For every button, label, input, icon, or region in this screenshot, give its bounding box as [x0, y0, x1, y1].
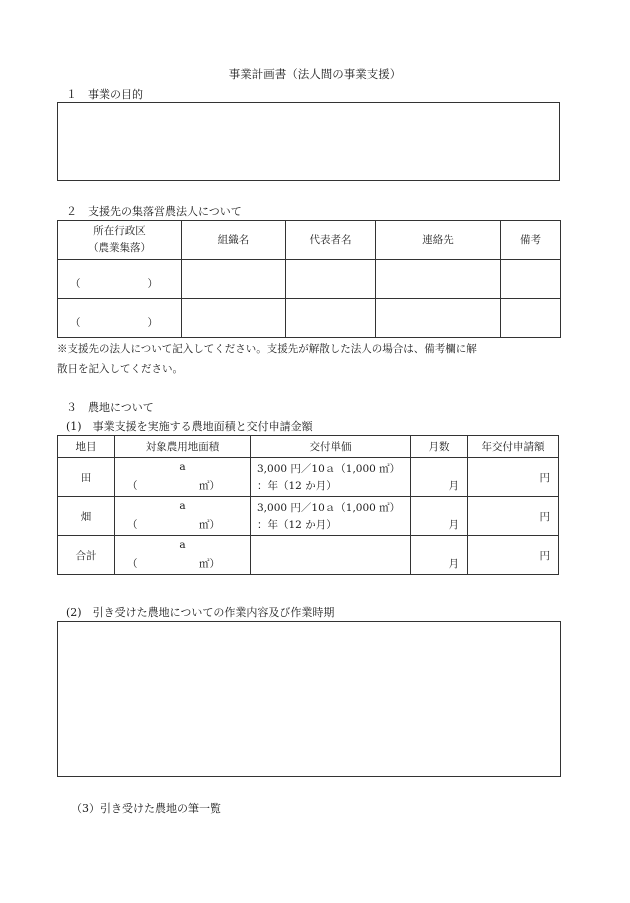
note-line2: 散日を記入してください。: [57, 363, 183, 375]
area-parens: [70, 276, 158, 291]
table-header-row: [58, 221, 561, 260]
header-org: 組織名: [182, 221, 286, 260]
months-cell[interactable]: [411, 536, 468, 575]
table-row: [58, 299, 561, 338]
table-header-row: [58, 436, 559, 458]
area-cell[interactable]: [115, 458, 251, 497]
area-cell[interactable]: [58, 299, 182, 338]
area-cell[interactable]: [115, 536, 251, 575]
area-cell[interactable]: [58, 260, 182, 299]
header-land: 地目: [58, 436, 115, 458]
table-row: [58, 260, 561, 299]
annual-cell[interactable]: [468, 497, 559, 536]
section3-sub3: （3）引き受けた農地の筆一覧: [71, 802, 221, 815]
header-rate: 交付単価: [251, 436, 411, 458]
org-cell[interactable]: [182, 260, 286, 299]
month-unit: 月: [448, 480, 459, 492]
rate-line1: 3,000 円／10ａ（1,000 ㎡）: [257, 463, 401, 475]
table-row: [58, 458, 559, 497]
paren-close: ）: [147, 278, 158, 290]
area-unit: a: [179, 500, 186, 512]
annual-cell[interactable]: [468, 458, 559, 497]
annual-cell[interactable]: [468, 536, 559, 575]
partner-corporation-table: [57, 220, 561, 338]
month-unit: 月: [448, 519, 459, 531]
header-contact: 連絡先: [376, 221, 501, 260]
section3-heading: ３ 農地について: [66, 401, 154, 414]
note-line1: ※支援先の法人について記入してください。支援先が解散した法人の場合は、備考欄に解: [57, 343, 477, 355]
header-area: 対象農用地面積: [115, 436, 251, 458]
remarks-cell[interactable]: [501, 260, 561, 299]
farmland-area-table: [57, 435, 559, 575]
m2-open: （: [127, 558, 138, 570]
section1-heading: １ 事業の目的: [66, 88, 143, 101]
month-unit: 月: [448, 558, 459, 570]
yen-unit: 円: [539, 550, 550, 562]
section2-heading: ２ 支援先の集落営農法人について: [66, 205, 242, 218]
remarks-cell[interactable]: [501, 299, 561, 338]
area-parens: [70, 315, 158, 330]
table-row: [58, 536, 559, 575]
rate-cell: [251, 536, 411, 575]
m2-parens: [127, 478, 220, 493]
work-content-textbox[interactable]: [57, 621, 561, 777]
rate-line2: ：年（12 か月）: [257, 519, 337, 531]
months-cell[interactable]: [411, 497, 468, 536]
area-unit: a: [179, 461, 186, 473]
land-type-cell: 田: [58, 458, 115, 497]
m2-open: （: [127, 519, 138, 531]
m2-close: ㎡）: [199, 519, 220, 531]
m2-close: ㎡）: [199, 480, 220, 492]
months-cell[interactable]: [411, 458, 468, 497]
m2-open: （: [127, 480, 138, 492]
land-type-cell: 合計: [58, 536, 115, 575]
paren-open: （: [70, 278, 81, 290]
yen-unit: 円: [539, 511, 550, 523]
header-area: [58, 221, 182, 260]
m2-close: ㎡）: [199, 558, 220, 570]
rate-line2: ：年（12 か月）: [257, 480, 337, 492]
header-area-line1: 所在行政区: [93, 225, 146, 237]
rep-cell[interactable]: [286, 299, 376, 338]
header-annual: 年交付申請額: [468, 436, 559, 458]
header-months: 月数: [411, 436, 468, 458]
contact-cell[interactable]: [376, 299, 501, 338]
header-rep: 代表者名: [286, 221, 376, 260]
m2-parens: [127, 556, 220, 571]
yen-unit: 円: [539, 472, 550, 484]
header-area-line2: （農業集落）: [88, 242, 151, 254]
area-cell[interactable]: [115, 497, 251, 536]
header-remarks: 備考: [501, 221, 561, 260]
document-title: 事業計画書（法人間の事業支援）: [228, 67, 402, 81]
rate-cell: [251, 458, 411, 497]
contact-cell[interactable]: [376, 260, 501, 299]
rep-cell[interactable]: [286, 260, 376, 299]
m2-parens: [127, 517, 220, 532]
land-type-cell: 畑: [58, 497, 115, 536]
paren-open: （: [70, 317, 81, 329]
paren-close: ）: [147, 317, 158, 329]
area-unit: a: [179, 539, 186, 551]
section3-sub1: (1) 事業支援を実施する農地面積と交付申請金額: [66, 420, 313, 433]
rate-text: [257, 500, 400, 534]
section2-note: [57, 339, 567, 379]
table-row: [58, 497, 559, 536]
rate-line1: 3,000 円／10ａ（1,000 ㎡）: [257, 502, 401, 514]
org-cell[interactable]: [182, 299, 286, 338]
rate-text: [257, 461, 400, 495]
section3-sub2: (2) 引き受けた農地についての作業内容及び作業時期: [66, 606, 335, 619]
rate-cell: [251, 497, 411, 536]
purpose-textbox[interactable]: [57, 102, 560, 181]
